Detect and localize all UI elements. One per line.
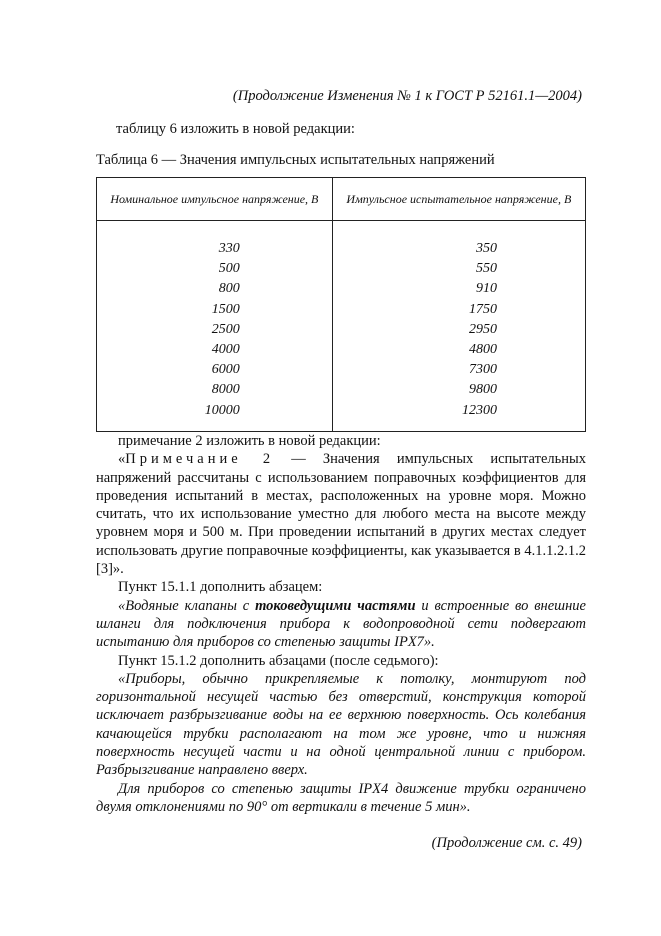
nominal-voltage-value: 2500 (211, 321, 240, 337)
emphasis-bold: токоведущими частями (255, 597, 416, 614)
nominal-voltage-column (97, 221, 333, 432)
nominal-voltage-value: 330 (218, 241, 240, 256)
test-voltage-value: 910 (476, 281, 497, 297)
clause-15-1-2-text-1: «Приборы, обычно прикрепляемые к потолку, монтируют под горизонтальной несущей частью без отверстий, конструкция которой исключает разбрызгивание воды на ее верхнюю поверхность. Ось колебания качающейся трубки располагают на том же уровне, что и нижняя поверхность несущей части и на одной центральной линии с прибором. Разбрызгивание направлено вверх. (96, 670, 586, 779)
note-paragraph (96, 450, 586, 578)
test-voltage-column (332, 221, 585, 432)
clause-15-1-1-text: «Водяные клапаны с токоведущими частями и встроенные во внешние шланги для подключения прибора к водопроводной сети подвергают испытанию для приборов со степенью защиты IPX7». (96, 597, 586, 651)
test-voltage-value: 4800 (469, 341, 497, 357)
test-voltage-value: 9800 (469, 382, 497, 398)
note-intro: примечание 2 изложить в новой редакции: (118, 433, 381, 449)
test-voltage-value: 1750 (469, 301, 497, 317)
amendment-body (96, 432, 586, 816)
nominal-voltage-value: 800 (218, 281, 240, 297)
clause-15-1-2-text-2: Для приборов со степенью защиты IPX4 движение трубки ограничено двумя отклонениями по 90° от вертикали в течение 5 мин». (96, 780, 586, 815)
table-intro-text: таблицу 6 изложить в новой редакции: (116, 121, 355, 137)
clause-15-1-1-intro: Пункт 15.1.1 дополнить абзацем: (118, 579, 323, 596)
test-voltage-value: 12300 (462, 402, 497, 418)
note-text: — Значения импульсных испытательных напряжений рассчитаны с использованием поправочных коэффициентов для проведения испытаний в местах, расположенных на уровне моря. Можно считать, что их использование уместно для любого места на высоте между уровнем моря и 500 м. При проведении испытаний в других местах следует использовать другие поправочные коэффициенты, как указывается в 4.1.1.2.1.2 [3]». (96, 451, 586, 578)
column-header-test: Импульсное испытательное напряжение, В (332, 178, 585, 221)
nominal-voltage-value: 500 (218, 261, 240, 277)
note-label: Примечание 2 (125, 451, 275, 468)
column-header-nominal: Номинальное импульсное напряжение, В (97, 178, 333, 221)
nominal-voltage-value: 10000 (204, 402, 240, 418)
voltage-table (96, 177, 586, 432)
test-voltage-value: 7300 (469, 362, 497, 378)
test-voltage-value: 2950 (469, 321, 497, 337)
nominal-voltage-value: 1500 (211, 301, 240, 317)
test-voltage-value: 550 (476, 261, 497, 277)
table-caption: Таблица 6 — Значения импульсных испытательных напряжений (96, 152, 495, 168)
note-open-quote: « (118, 451, 126, 468)
clause-15-1-2-intro: Пункт 15.1.2 дополнить абзацами (после седьмого): (118, 652, 439, 669)
test-voltage-value: 350 (476, 241, 497, 256)
nominal-voltage-value: 6000 (211, 362, 240, 378)
running-header: (Продолжение Изменения № 1 к ГОСТ Р 52161.1—2004) (232, 88, 582, 104)
nominal-voltage-value: 8000 (211, 382, 240, 398)
continuation-footer: (Продолжение см. с. 49) (431, 835, 582, 851)
nominal-voltage-value: 4000 (211, 341, 240, 357)
